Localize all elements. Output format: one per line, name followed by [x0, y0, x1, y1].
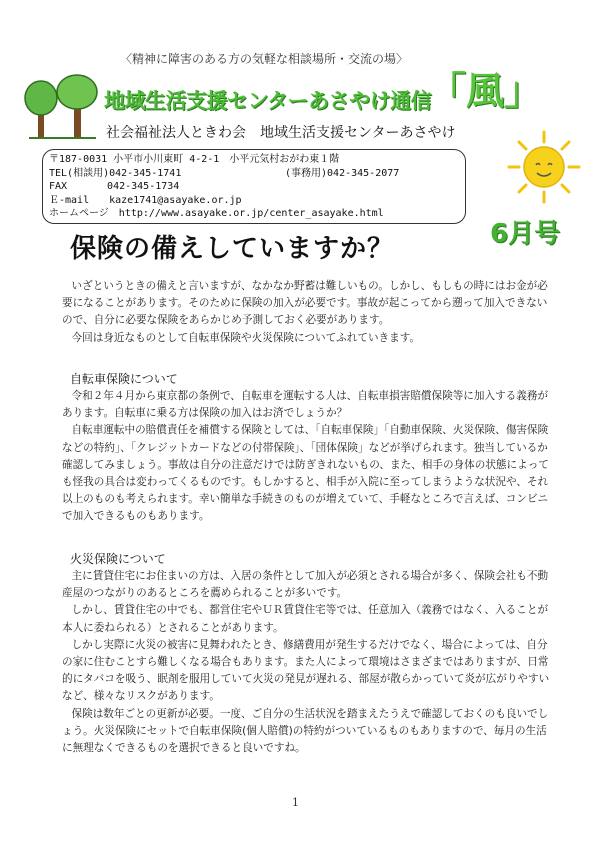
paragraph: しかし実際に火災の被害に見舞われたとき、修繕費用が発生するだけでなく、場合によっては、自分の家に住むことすら難しくなる場合もあります。また人によって環境はさまざまではありますが、日常的にタバコを吸う、眠剤を服用していて火災の発見が遅れる、部屋が散らかっていて炎が広がりやすいなど、様々なリスクがあります。 — [62, 638, 550, 703]
center-name: 地域生活支援センターあさやけ通信 — [104, 89, 432, 113]
paragraph: 自転車運転中の賠償責任を補償する保険としては、「自転車保険」「自動車保険、火災保険、傷害保険などの特約」、「クレジットカードなどの付帯保険」、「団体保険」などが挙げられます。独当しているか確認してみましょう。事故は自分の注意だけでは防ぎきれないもの、また、相手の身体の状態によっても怪我の具合は変わってくるものです。もしかすると、相手が入院に至ってしまうような状況や、それ以上のものも考えられます。幸い簡単な手続きのものが増えていて、手軽なところで言えば、コンビニで加入できるものもあります。 — [62, 424, 549, 523]
page-number: 1 — [292, 796, 299, 809]
fire-section-text — [62, 568, 550, 757]
article-headline: 保険の備えしていますか？ — [70, 234, 395, 264]
paragraph: 令和２年４月から東京都の条例で、自転車を運転する人は、自転車損害賠償保険等に加入する義務があります。自転車に乗る方は保険の加入はお済でしょうか？ — [62, 390, 549, 420]
newsletter-title: 「風」 — [428, 69, 543, 113]
bicycle-section-text — [62, 388, 550, 526]
paragraph: 主に賃貸住宅にお住まいの方は、入居の条件として加入が必須とされる場合が多く、保険会社も不動産屋のつながりのあるところを薦められることが多いです。 — [62, 570, 549, 600]
tel-office: (事務用)042-345-2077 — [285, 167, 400, 179]
address: 〒187-0031 小平市小川東町 4-2-1 小平元気村おがわ東１階 — [49, 154, 340, 165]
contact-info-box — [42, 149, 466, 224]
section-heading-fire: 火災保険について — [70, 552, 166, 566]
section-heading-bicycle: 自転車保険について — [70, 372, 178, 386]
intro-text — [62, 278, 550, 347]
homepage-link[interactable]: ホームページ http://www.asayake.or.jp/center_asayake.html — [49, 208, 384, 219]
sun-icon — [507, 130, 581, 204]
paragraph: 今回は身近なものとして自転車保険や火災保険についてふれていきます。 — [71, 331, 421, 344]
tel-consult: TEL(相談用)042-345-1741 — [49, 167, 182, 179]
paragraph: 保険は数年ごとの更新が必要。一度、ご自分の生活状況を踏まえたうえで確認しておくのも良いでしょう。火災保険にセットで自転車保険(個人賠償)の特約がついているものもありますので、毎月の生活に無理なくできるものを選択できると良いですね。 — [62, 707, 549, 755]
fax: FAX 042-345-1734 — [49, 181, 180, 192]
tagline: 〈精神に障害のある方の気軽な相談場所・交流の場〉 — [120, 52, 409, 66]
email-link[interactable]: Ｅ-mail kaze1741@asayake.or.jp — [49, 194, 242, 206]
organization-name: 社会福祉法人ときわ会 地域生活支援センターあさやけ — [106, 125, 456, 141]
paragraph: いざというときの備えと言いますが、なかなか野蓄は難しいもの。しかし、もしもの時にはお金が必要になることがあります。そのために保険の加入が必要です。事故が起こってから遡って加入できないので、自分に必要な保険をあらかじめ予測しておく必要があります。 — [62, 280, 548, 327]
issue-label: 6月号 — [490, 219, 561, 249]
paragraph: しかし、賃貸住宅の中でも、都営住宅やＵＲ賃貸住宅等では、任意加入（義務ではなく、入ることが本人に委ねられる）とされることがあります。 — [62, 604, 549, 634]
phone-row — [49, 167, 459, 181]
tree-icon — [24, 74, 102, 140]
